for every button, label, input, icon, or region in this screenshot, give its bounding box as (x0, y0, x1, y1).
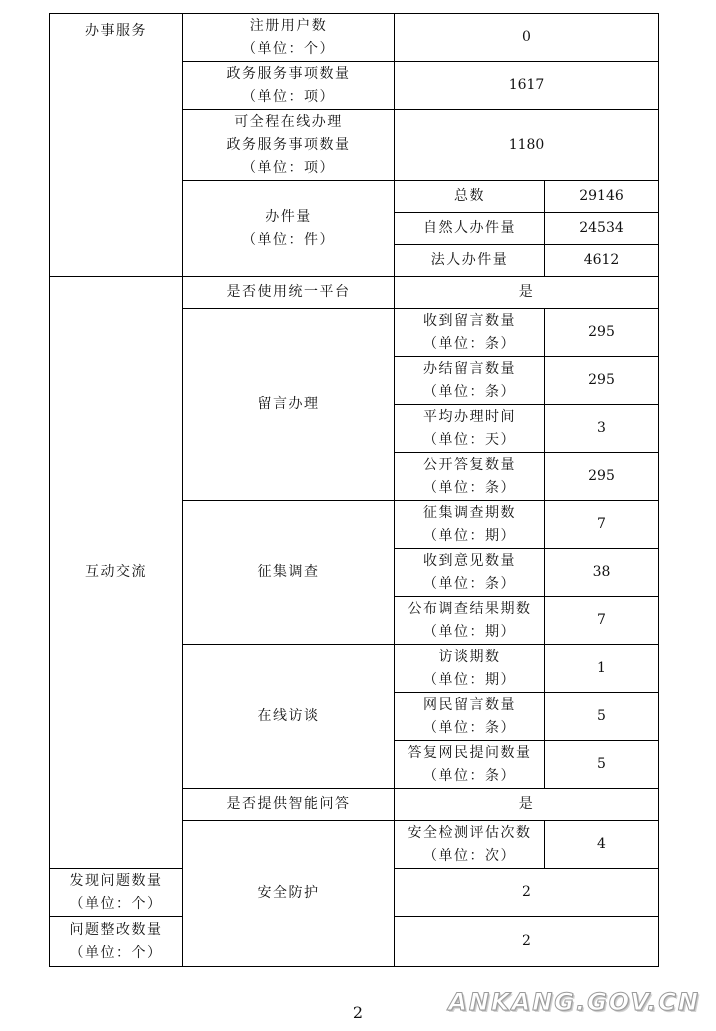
label-interview-periods: 访谈期数 （单位：期） (395, 645, 545, 693)
value-answered-questions: 5 (545, 741, 659, 789)
label-survey-periods: 征集调查期数 （单位：期） (395, 501, 545, 549)
value-fully-online-items: 1180 (395, 110, 659, 181)
value-smart-qa: 是 (395, 789, 659, 821)
value-opinions-received: 38 (545, 549, 659, 597)
label-case-volume: 办件量 （单位：件） (183, 181, 395, 277)
label-service-items: 政务服务事项数量 （单位：项） (183, 62, 395, 110)
value-interview-periods: 1 (545, 645, 659, 693)
value-messages-concluded: 295 (545, 357, 659, 405)
label-cases-natural: 自然人办件量 (395, 213, 545, 245)
category-security: 安全防护 (183, 821, 395, 967)
label-fully-online-items: 可全程在线办理 政务服务事项数量 （单位：项） (183, 110, 395, 181)
page-number: 2 (352, 1003, 364, 1022)
site-watermark: ANKANG.GOV.CN (448, 988, 700, 1016)
label-survey: 征集调查 (183, 501, 395, 645)
value-public-replies: 295 (545, 453, 659, 501)
label-messages-concluded: 办结留言数量 （单位：条） (395, 357, 545, 405)
label-public-replies: 公开答复数量 （单位：条） (395, 453, 545, 501)
label-message-handling: 留言办理 (183, 309, 395, 501)
value-netizen-messages: 5 (545, 693, 659, 741)
value-problems-rectified: 2 (395, 917, 659, 967)
value-messages-received: 295 (545, 309, 659, 357)
table-row (50, 14, 659, 62)
category-office-services: 办事服务 (50, 14, 183, 277)
value-problems-found: 2 (395, 869, 659, 917)
label-smart-qa: 是否提供智能问答 (183, 789, 395, 821)
label-average-time: 平均办理时间 （单位：天） (395, 405, 545, 453)
value-registered-users: 0 (395, 14, 659, 62)
label-netizen-messages: 网民留言数量 （单位：条） (395, 693, 545, 741)
label-problems-found: 发现问题数量 （单位：个） (50, 869, 183, 917)
value-unified-platform: 是 (395, 277, 659, 309)
value-average-time: 3 (545, 405, 659, 453)
value-cases-natural: 24534 (545, 213, 659, 245)
value-survey-published: 7 (545, 597, 659, 645)
label-unified-platform: 是否使用统一平台 (183, 277, 395, 309)
label-problems-rectified: 问题整改数量 （单位：个） (50, 917, 183, 967)
table-row (50, 277, 659, 309)
value-cases-total: 29146 (545, 181, 659, 213)
label-registered-users: 注册用户数 （单位：个） (183, 14, 395, 62)
value-service-items: 1617 (395, 62, 659, 110)
label-opinions-received: 收到意见数量 （单位：条） (395, 549, 545, 597)
label-messages-received: 收到留言数量 （单位：条） (395, 309, 545, 357)
value-survey-periods: 7 (545, 501, 659, 549)
label-survey-published: 公布调查结果期数 （单位：期） (395, 597, 545, 645)
value-security-assessments: 4 (545, 821, 659, 869)
label-online-interview: 在线访谈 (183, 645, 395, 789)
label-cases-total: 总数 (395, 181, 545, 213)
label-answered-questions: 答复网民提问数量 （单位：条） (395, 741, 545, 789)
statistics-table (49, 13, 659, 967)
value-cases-legal: 4612 (545, 245, 659, 277)
label-cases-legal: 法人办件量 (395, 245, 545, 277)
category-interaction: 互动交流 (50, 277, 183, 869)
label-security-assessments: 安全检测评估次数 （单位：次） (395, 821, 545, 869)
